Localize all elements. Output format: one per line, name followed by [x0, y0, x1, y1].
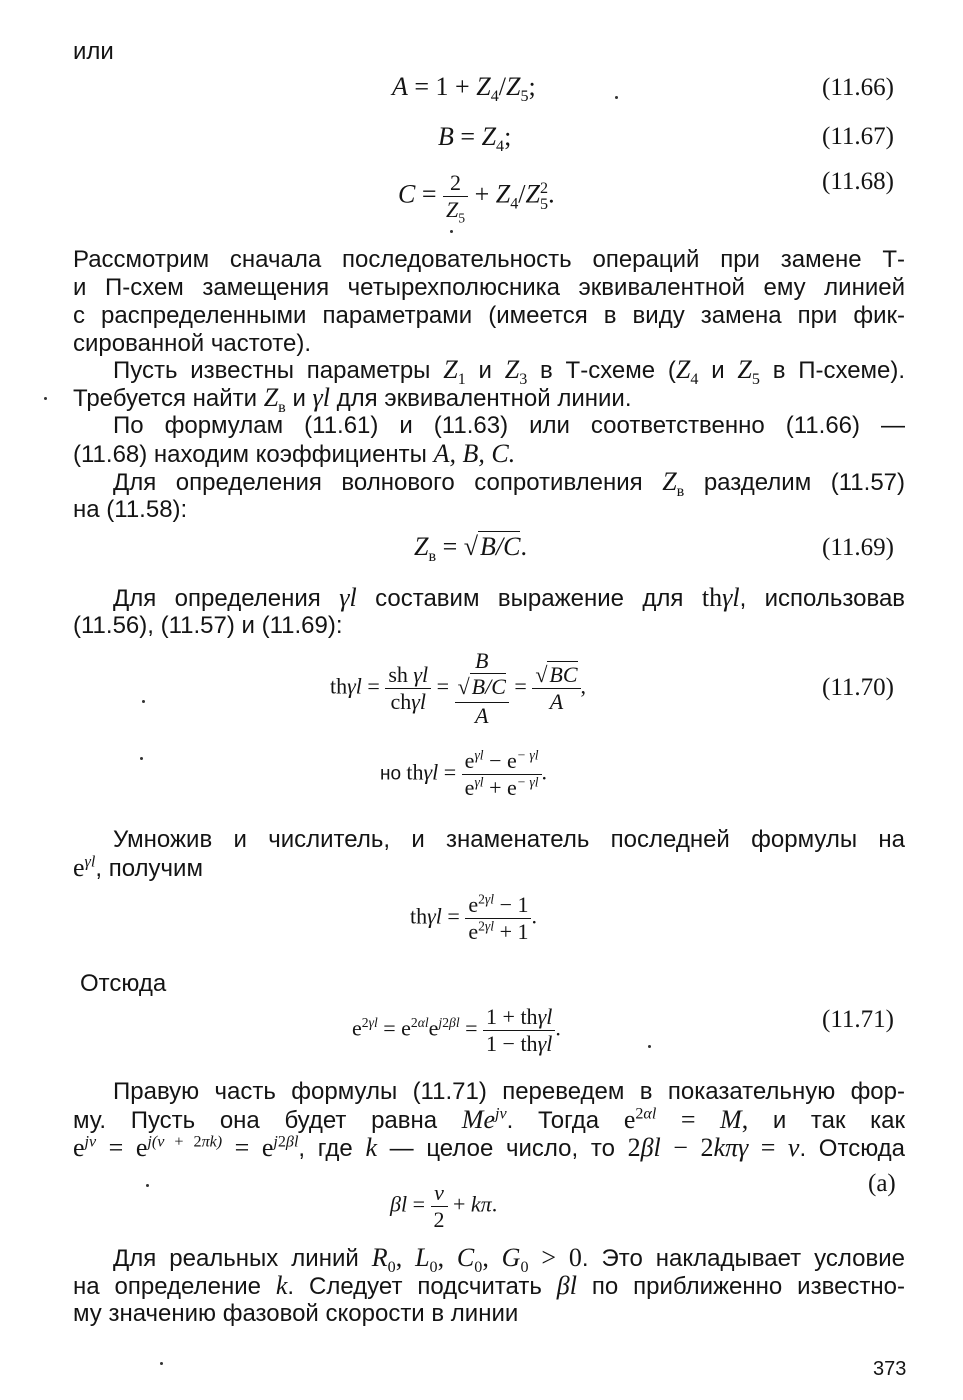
equation-11-68: C = $\frac{2}{Z_5}$ + $Z_4/Z^2_5$.	[398, 170, 555, 226]
paragraph-propagation	[73, 584, 905, 640]
equation-11-66: $A = 1 + Z_4/Z_5$;	[392, 72, 536, 106]
paragraph-line: на определение k. Следует подсчитать βl по приближенно известно-	[73, 1271, 905, 1300]
text-run: разделим (11.57)	[703, 469, 905, 496]
paragraph-line: Требуется найти $Z_в$ и γl для эквивалентной линии.	[73, 383, 632, 417]
equation-a: βl = $\frac{\nu}{2}$ + kπ.	[390, 1180, 498, 1232]
text-run: , получим	[95, 855, 203, 882]
equation-11-70: thγl = $\frac{\text{sh γl}}{\text{chγl}}$ = B √B/C A = $\frac{√BC}{A}$ ,	[330, 648, 587, 728]
paragraph-line: с распределенными параметрами (имеется в виду замена при фик-	[73, 302, 905, 329]
text-run: . Отсюда	[799, 1135, 906, 1162]
paragraph-line: Для реальных линий $R_0$, $L_0$, $C_0$, $G_0 > 0$. Это накладывает условие	[113, 1243, 906, 1277]
text-run: . Следует подсчитать	[287, 1273, 542, 1300]
paragraph-line: Для определения γl составим выражение для thγl, использовав	[113, 583, 906, 612]
text-run: , использовав	[739, 585, 906, 612]
scan-speck	[142, 700, 145, 703]
paragraph-line: му. Пусть она будет равна $Me^{j\nu}$. Тогда $e^{2\alpha l} = M$, и так как	[73, 1105, 906, 1134]
equation-number-11-69: (11.69)	[822, 534, 894, 561]
paragraph-known-parameters	[73, 355, 906, 417]
paragraph-real-lines	[73, 1244, 905, 1328]
paragraph-line: Умножив и числитель, и знаменатель последней формулы на	[113, 826, 905, 853]
text-run: Пусть известны параметры	[113, 357, 431, 384]
paragraph-line: По формулам (11.61) и (11.63) или соответственно (11.66) —	[113, 412, 905, 439]
text-run: му. Пусть она будет равна	[73, 1107, 438, 1134]
equation-11-71: $e^{2\gamma l} = e^{2\alpha l}e^{j2\beta l}$ = $\frac{\text{1 + thγl}}{\text{1 − thγl}}$ .	[352, 1004, 561, 1056]
paragraph-line: Пусть известны параметры $Z_1$ и $Z_3$ в Т-схеме ($Z_4$ и $Z_5$ в П-схеме).	[113, 355, 906, 389]
paragraph-substitution-sequence	[73, 246, 905, 358]
paragraph-line: сированной частоте).	[73, 330, 311, 357]
scan-speck	[450, 230, 453, 233]
text-run: в Т-схеме (	[540, 357, 676, 384]
equation-11-67: $B = Z_4$;	[438, 122, 512, 156]
text-run: для эквивалентной линии.	[336, 385, 632, 412]
paragraph-line: на (11.58):	[73, 496, 188, 523]
scan-speck	[615, 96, 618, 99]
equation-number-11-68: (11.68)	[822, 168, 894, 195]
text-run: Требуется найти	[73, 385, 258, 412]
equation-number-11-66: (11.66)	[822, 74, 894, 101]
text-run: по приближенно известно-	[591, 1273, 905, 1300]
text-run: составим выражение для	[375, 585, 684, 612]
paragraph-exponential-form	[73, 1078, 905, 1162]
intro-word: или	[73, 38, 114, 65]
text-run: в П-схеме).	[772, 357, 906, 384]
text-run: на определение	[73, 1273, 261, 1300]
paragraph-line: му значению фазовой скорости в линии	[73, 1300, 519, 1327]
equation-number-11-67: (11.67)	[822, 123, 894, 150]
equation-11-69: $Z_в = √B/C$.	[414, 532, 527, 566]
paragraph-line: $e^{\gamma l}$, получим	[73, 853, 203, 882]
otsyuda-label: Отсюда	[80, 970, 167, 997]
paragraph-coefficients	[73, 412, 905, 468]
text-run: (11.68) находим коэффициенты	[73, 441, 427, 468]
paragraph-line: и П-схем замещения четырехполюсника эквивалентной ему линией	[73, 274, 905, 301]
text-run: и так как	[772, 1107, 906, 1134]
equation-11-70-note: но thγl = $\frac{e^{\gamma l} - e^{- \gamma l}}{e^{\gamma l} + e^{- \gamma l}}$ .	[380, 747, 548, 800]
equation-number-11-71: (11.71)	[822, 1006, 894, 1033]
scan-speck	[648, 1045, 651, 1048]
text-run: Для определения	[113, 585, 321, 612]
paragraph-line: Для определения волнового сопротивления $Z_в$ разделим (11.57)	[113, 467, 905, 501]
paragraph-line: Рассмотрим сначала последовательность операций при замене Т-	[73, 246, 905, 273]
paragraph-line: Правую часть формулы (11.71) переведем в показательную фор-	[113, 1078, 905, 1105]
text-run: . Тогда	[506, 1107, 600, 1134]
text-run: и	[292, 385, 306, 412]
scan-speck	[44, 397, 47, 400]
text-run: Для реальных линий	[113, 1245, 359, 1272]
text-run: , где	[298, 1135, 353, 1162]
text-run: Для определения волнового сопротивления	[113, 469, 643, 496]
scan-speck	[146, 1184, 149, 1187]
coefficient-variables: A, B, C.	[433, 439, 516, 468]
paragraph-wave-impedance	[73, 468, 905, 524]
text-run: и	[711, 357, 725, 384]
paragraph-line: (11.56), (11.57) и (11.69):	[73, 612, 343, 639]
scan-speck	[160, 1362, 163, 1365]
text-run: — целое число, то	[389, 1135, 615, 1162]
text-run: и	[478, 357, 492, 384]
equation-number-11-70: (11.70)	[822, 674, 894, 701]
equation-unnumbered: thγl = $\frac{e^{2\gamma l} - 1}{e^{2\gamma l} + 1}$ .	[410, 891, 537, 944]
scan-speck	[140, 757, 143, 760]
equation-number-a: (а)	[868, 1170, 896, 1197]
text-run: . Это накладывает условие	[581, 1245, 906, 1272]
paragraph-line: $e^{j\nu} = e^{j(\nu + 2\pi k)} = e^{j2\beta l}$, где k — целое число, то 2βl − 2kπγ = ν. Отсюда	[73, 1133, 906, 1162]
paragraph-multiply	[73, 826, 905, 882]
page-number: 373	[873, 1358, 907, 1380]
paragraph-line	[73, 440, 905, 468]
